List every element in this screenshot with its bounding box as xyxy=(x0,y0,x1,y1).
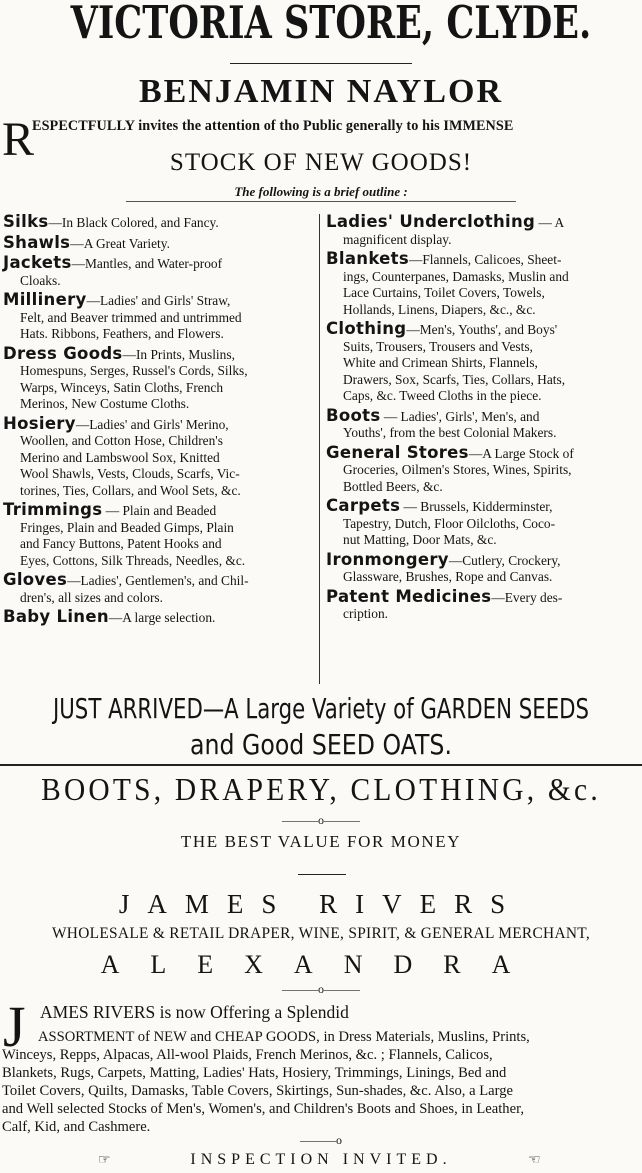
goods-heading: Silks xyxy=(3,212,49,231)
goods-heading: Hosiery xyxy=(3,413,76,433)
goods-description: nut Matting, Door Mats, &c. xyxy=(343,532,497,547)
goods-description: Woollen, and Cotton Hose, Children's xyxy=(20,433,223,448)
goods-item xyxy=(326,214,640,248)
goods-description: —A Great Variety. xyxy=(70,235,170,251)
goods-item xyxy=(326,498,640,549)
goods-description: Eyes, Cottons, Silk Threads, Needles, &c. xyxy=(20,552,246,568)
goods-description: —In Black Colored, and Fancy. xyxy=(48,215,219,230)
goods-description: Youths', from the best Colonial Makers. xyxy=(343,425,557,440)
goods-heading: Dress Goods xyxy=(3,343,123,363)
goods-description: Tapestry, Dutch, Floor Oilcloths, Coco- xyxy=(343,515,556,531)
goods-heading: Baby Linen xyxy=(3,607,109,626)
best-value-line: THE BEST VALUE FOR MONEY xyxy=(180,832,462,851)
goods-description: —In Prints, Muslins, xyxy=(122,346,235,362)
goods-item xyxy=(3,343,313,413)
goods-description: dren's, all sizes and colors. xyxy=(20,589,163,605)
rivers-heading: BOOTS, DRAPERY, CLOTHING, &c. xyxy=(41,771,601,807)
goods-item xyxy=(3,609,313,627)
goods-heading: Gloves xyxy=(3,570,68,589)
pointing-hand-left-icon: ☜ xyxy=(528,1153,541,1168)
goods-heading: Blankets xyxy=(326,249,409,268)
goods-description: —Ladies', Gentlemen's, and Chil- xyxy=(67,573,249,588)
goods-item xyxy=(326,321,640,405)
goods-item xyxy=(326,549,640,586)
goods-heading: Ladies' Underclothing xyxy=(326,212,536,231)
goods-description: Hats. Ribbons, Feathers, and Flowers. xyxy=(20,326,224,341)
goods-description: Bottled Beers, &c. xyxy=(343,478,443,494)
goods-item xyxy=(326,586,640,623)
goods-heading: Shawls xyxy=(3,232,71,252)
goods-description: —Ladies' and Girls' Merino, xyxy=(75,416,229,432)
wavy-rule xyxy=(230,63,412,64)
outline-rule xyxy=(126,201,516,202)
section-rule xyxy=(0,764,642,766)
goods-description: Hollands, Linens, Diapers, &c., &c. xyxy=(343,301,536,317)
goods-description: —A Large Stock of xyxy=(468,445,574,461)
goods-description: Cloaks. xyxy=(20,272,61,288)
goods-heading: Carpets xyxy=(326,496,401,515)
goods-description: —Every des- xyxy=(491,589,563,605)
goods-description: Glassware, Brushes, Rope and Canvas. xyxy=(343,569,553,584)
arrived-line-1: JUST ARRIVED—A Large Variety of GARDEN SEEDS xyxy=(52,693,590,725)
column-divider xyxy=(319,214,320,684)
body-first-line: AMES RIVERS is now Offering a Splendid xyxy=(40,1002,349,1022)
goods-description: White and Crimean Shirts, Flannels, xyxy=(343,355,538,370)
goods-description: — A xyxy=(535,215,565,230)
left-goods-column xyxy=(3,214,313,630)
goods-item xyxy=(326,442,640,496)
store-name: VICTORIA STORE, CLYDE. xyxy=(70,0,592,49)
goods-description: Merinos, New Costume Cloths. xyxy=(20,396,190,411)
goods-description: Lace Curtains, Toilet Covers, Towels, xyxy=(343,285,545,300)
goods-item xyxy=(3,502,313,569)
goods-heading: Jackets xyxy=(3,253,72,272)
goods-description: —Men's, Youths', and Boys' xyxy=(406,322,558,337)
goods-description: Merino and Lambswool Sox, Knitted xyxy=(20,449,220,465)
goods-heading: Ironmongery xyxy=(326,549,449,569)
goods-description: magnificent display. xyxy=(343,231,452,247)
outline-note: The following is a brief outline : xyxy=(234,184,408,199)
goods-item xyxy=(326,251,640,318)
goods-description: Suits, Trousers, Trousers and Vests, xyxy=(343,338,533,354)
body-line: Toilet Covers, Quilts, Damasks, Table Covers, Skirtings, Sun-shades, &c. Also, a Large xyxy=(2,1083,513,1099)
inspection-line: INSPECTION INVITED. xyxy=(190,1151,452,1168)
goods-heading: Boots xyxy=(326,405,381,425)
merchant-trade: WHOLESALE & RETAIL DRAPER, WINE, SPIRIT, & GENERAL MERCHANT, xyxy=(51,925,591,942)
goods-description: Fringes, Plain and Beaded Gimps, Plain xyxy=(20,519,234,535)
goods-heading: Clothing xyxy=(326,319,407,338)
body-line: ASSORTMENT of NEW and CHEAP GOODS, in Dress Materials, Muslins, Prints, xyxy=(38,1029,530,1045)
proprietor-name: BENJAMIN NAYLOR xyxy=(138,73,504,110)
goods-description: —Flannels, Calicoes, Sheet- xyxy=(408,252,562,267)
merchant-name: JAMES RIVERS xyxy=(118,889,524,919)
goods-item xyxy=(3,572,313,606)
goods-description: and Fancy Buttons, Patent Hooks and xyxy=(20,536,222,551)
ornament-divider-3: ———o xyxy=(300,1133,342,1147)
goods-description: torines, Ties, Collars, and Wool Sets, &c. xyxy=(20,482,241,498)
goods-heading: Patent Medicines xyxy=(326,586,492,606)
goods-description: — Brussels, Kidderminster, xyxy=(400,499,553,514)
goods-description: ings, Counterpanes, Damasks, Muslin and xyxy=(343,268,569,284)
goods-description: Felt, and Beaver trimmed and untrimmed xyxy=(20,309,242,325)
arrived-line-2: and Good SEED OATS. xyxy=(190,729,452,761)
goods-description: — Ladies', Girls', Men's, and xyxy=(380,408,540,424)
goods-item xyxy=(3,255,313,289)
intro-text: ESPECTFULLY invites the attention of tho Public generally to his IMMENSE xyxy=(32,118,514,134)
goods-heading: Millinery xyxy=(3,290,87,309)
goods-item xyxy=(326,405,640,442)
goods-description: Warps, Winceys, Satin Cloths, French xyxy=(20,379,224,395)
goods-description: — Plain and Beaded xyxy=(102,503,217,518)
intro-drop-cap: R xyxy=(2,113,35,166)
ornament-divider-2: ———o——— xyxy=(282,982,360,996)
goods-description: Caps, &c. Tweed Cloths in the piece. xyxy=(343,388,542,403)
goods-description: Homespuns, Serges, Russel's Cords, Silks, xyxy=(20,363,248,378)
short-rule xyxy=(298,874,346,875)
merchant-town: ALEXANDRA xyxy=(100,950,542,979)
body-line: Calf, Kid, and Cashmere. xyxy=(2,1119,151,1135)
right-goods-column xyxy=(326,214,640,626)
goods-item xyxy=(3,413,313,500)
body-line: Blankets, Rugs, Carpets, Matting, Ladies' Hats, Hosiery, Trimmings, Linings, Bed and xyxy=(2,1065,507,1081)
goods-heading: Trimmings xyxy=(3,500,103,519)
goods-item xyxy=(3,232,313,253)
goods-description: Drawers, Sox, Scarfs, Ties, Collars, Hats, xyxy=(343,371,566,387)
goods-item xyxy=(3,292,313,343)
body-line: Winceys, Repps, Alpacas, All-wool Plaids, French Merinos, &c. ; Flannels, Calicos, xyxy=(2,1047,493,1063)
goods-description: —A large selection. xyxy=(108,610,216,625)
goods-item xyxy=(3,214,313,232)
goods-description: Wool Shawls, Vests, Clouds, Scarfs, Vic- xyxy=(20,466,240,481)
goods-description: —Mantles, and Water-proof xyxy=(71,256,223,271)
goods-description: Groceries, Oilmen's Stores, Wines, Spirits, xyxy=(343,462,572,477)
goods-description: cription. xyxy=(343,606,388,621)
goods-description: —Cutlery, Crockery, xyxy=(448,552,561,568)
body-drop-cap: J xyxy=(3,994,26,1059)
body-line: and Well selected Stocks of Men's, Women's, and Children's Boots and Shoes, in Leather, xyxy=(2,1101,525,1117)
stock-heading: STOCK OF NEW GOODS! xyxy=(169,149,473,176)
ornament-divider: ———o——— xyxy=(282,813,360,827)
pointing-hand-right-icon: ☞ xyxy=(98,1153,111,1168)
goods-heading: General Stores xyxy=(326,442,469,462)
goods-description: —Ladies' and Girls' Straw, xyxy=(86,293,231,308)
